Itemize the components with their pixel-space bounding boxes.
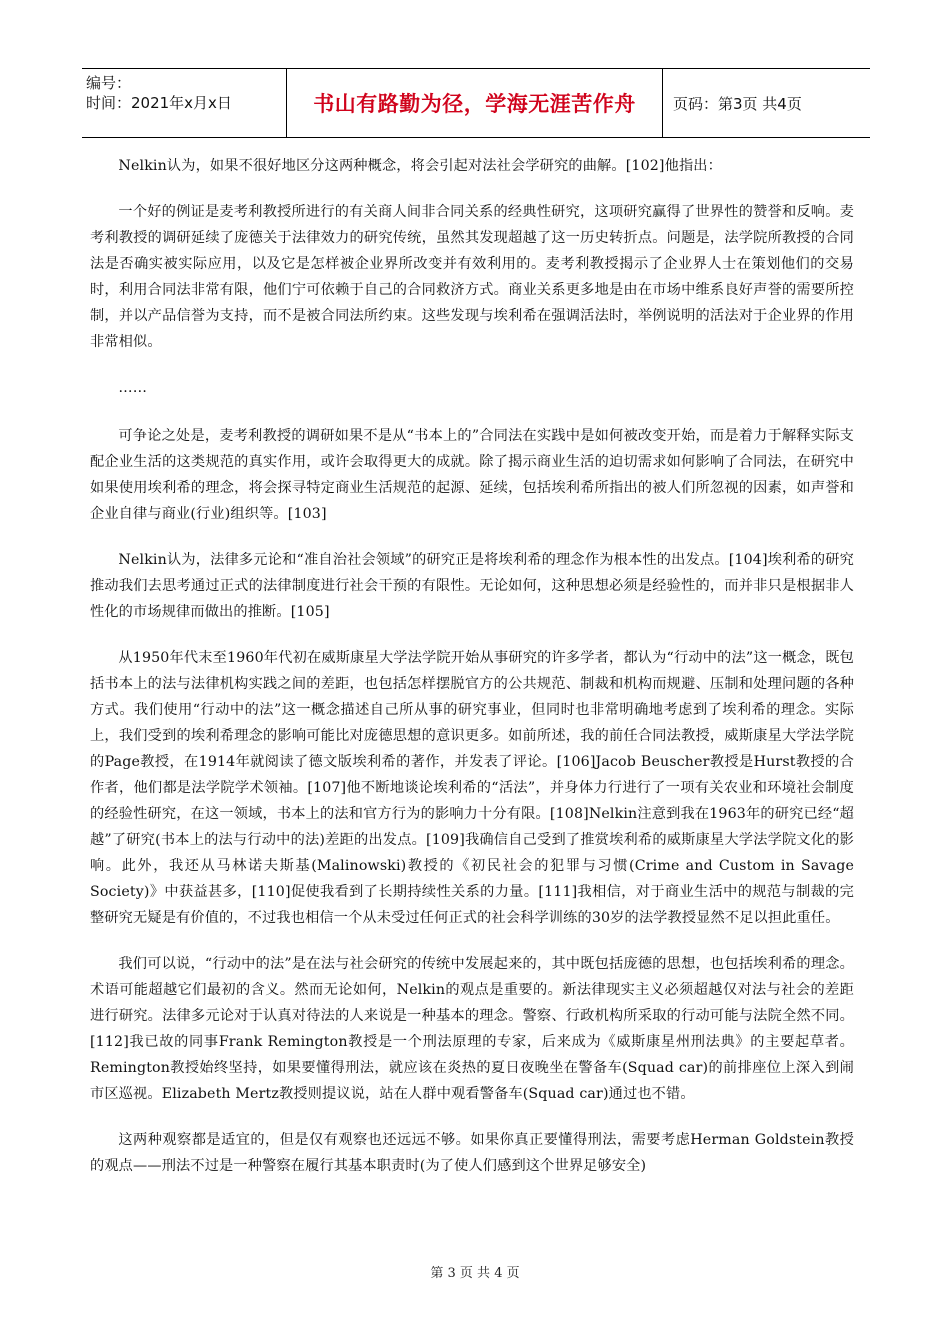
paragraph: 我们可以说，“行动中的法”是在法与社会研究的传统中发展起来的，其中既包括庞德的思想，也包括埃利希的理念。术语可能超越它们最初的含义。然而无论如何，Nelkin的观点是重要的。新法律现实主义必须超越仅对法与社会的差距进行研究。法律多元论对于认真对待法的人来说是一种基本的理念。警察、行政机构所采取的行动可能与法院全然不同。[112]我已故的同事Frank Remington教授是一个刑法原理的专家，后来成为《威斯康星州刑法典》的主要起草者。Remington教授始终坚持，如果要懂得刑法，就应该在炎热的夏日夜晚坐在警备车(Squad car)的前排座位上深入到闹市区巡视。Elizabeth Mertz教授则提议说，站在人群中观看警备车(Squad car)通过也不错。 (90, 956, 854, 1102)
paragraph: Nelkin认为，法律多元论和“准自治社会领域”的研究正是将埃利希的理念作为根本性的出发点。[104]埃利希的研究推动我们去思考通过正式的法律制度进行社会干预的有限性。无论如何，这种思想必须是经验性的，而并非只是根据非人性化的市场规律而做出的推断。[105] (90, 552, 854, 620)
quoted-paragraph: 可争论之处是，麦考利教授的调研如果不是从“书本上的”合同法在实践中是如何被改变开始，而是着力于解释实际支配企业生活的这类规范的真实作用，或许会取得更大的成就。除了揭示商业生活的迫切需求如何影响了合同法，在研究中如果使用埃利希的理念，将会探寻特定商业生活规范的起源、延续，包括埃利希所指出的被人们所忽视的因素，如声誉和企业自律与商业(行业)组织等。[103] (90, 428, 854, 522)
header-page-number: 页码：第3页 共4页 (673, 94, 802, 113)
page-header (82, 68, 870, 138)
document-body (90, 153, 854, 1199)
paragraph: 这两种观察都是适宜的，但是仅有观察也还远远不够。如果你真正要懂得刑法，需要考虑Herman Goldstein教授的观点——刑法不过是一种警察在履行其基本职责时(为了使人们感到这个世界足够安全) (90, 1132, 854, 1174)
paragraph: Nelkin认为，如果不很好地区分这两种概念，将会引起对法社会学研究的曲解。[102]他指出： (118, 158, 722, 174)
ellipsis: …… (118, 380, 148, 396)
header-meta (82, 69, 287, 137)
document-number-label: 编号： (86, 74, 132, 92)
header-motto: 书山有路勤为径，学海无涯苦作舟 (287, 69, 663, 137)
page-footer: 第 3 页 共 4 页 (430, 1266, 520, 1281)
quoted-paragraph: 一个好的例证是麦考利教授所进行的有关商人间非合同关系的经典性研究，这项研究赢得了世界性的赞誉和反响。麦考利教授的调研延续了庞德关于法律效力的研究传统，虽然其发现超越了这一历史转折点。问题是，法学院所教授的合同法是否确实被实际应用，以及它是怎样被企业界所改变并有效利用的。麦考利教授揭示了企业界人士在策划他们的交易时，利用合同法非常有限，他们宁可依赖于自己的合同救济方式。商业关系更多地是由在市场中维系良好声誉的需要所控制，并以产品信誉为支持，而不是被合同法所约束。这些发现与埃利希在强调活法时，举例说明的活法对于企业界的作用非常相似。 (90, 204, 854, 350)
paragraph: 从1950年代末至1960年代初在威斯康星大学法学院开始从事研究的许多学者，都认为“行动中的法”这一概念，既包括书本上的法与法律机构实践之间的差距，也包括怎样摆脱官方的公共规范、制裁和机构而规避、压制和处理问题的各种方式。我们使用“行动中的法”这一概念描述自己所从事的研究事业，但同时也非常明确地考虑到了埃利希的理念。实际上，我们受到的埃利希理念的影响可能比对庞德思想的意识更多。如前所述，我的前任合同法教授，威斯康星大学法学院的Page教授，在1914年就阅读了德文版埃利希的著作，并发表了评论。[106]Jacob Beuscher教授是Hurst教授的合作者，他们都是法学院学术领袖。[107]他不断地谈论埃利希的“活法”，并身体力行进行了一项有关农业和环境社会制度的经验性研究，在这一领域，书本上的法和官方行为的影响力十分有限。[108]Nelkin注意到我在1963年的研究已经“超越”了研究(书本上的法与行动中的法)差距的出发点。[109]我确信自己受到了推赏埃利希的威斯康星大学法学院文化的影响。此外，我还从马林诺夫斯基(Malinowski)教授的《初民社会的犯罪与习惯(Crime and Custom in Savage Society)》中获益甚多，[110]促使我看到了长期持续性关系的力量。[111]我相信，对于商业生活中的规范与制裁的完整研究无疑是有价值的，不过我也相信一个从未受过任何正式的社会科学训练的30岁的法学教授显然不足以担此重任。 (90, 650, 854, 926)
document-date-label: 时间：2021年x月x日 (86, 94, 232, 112)
